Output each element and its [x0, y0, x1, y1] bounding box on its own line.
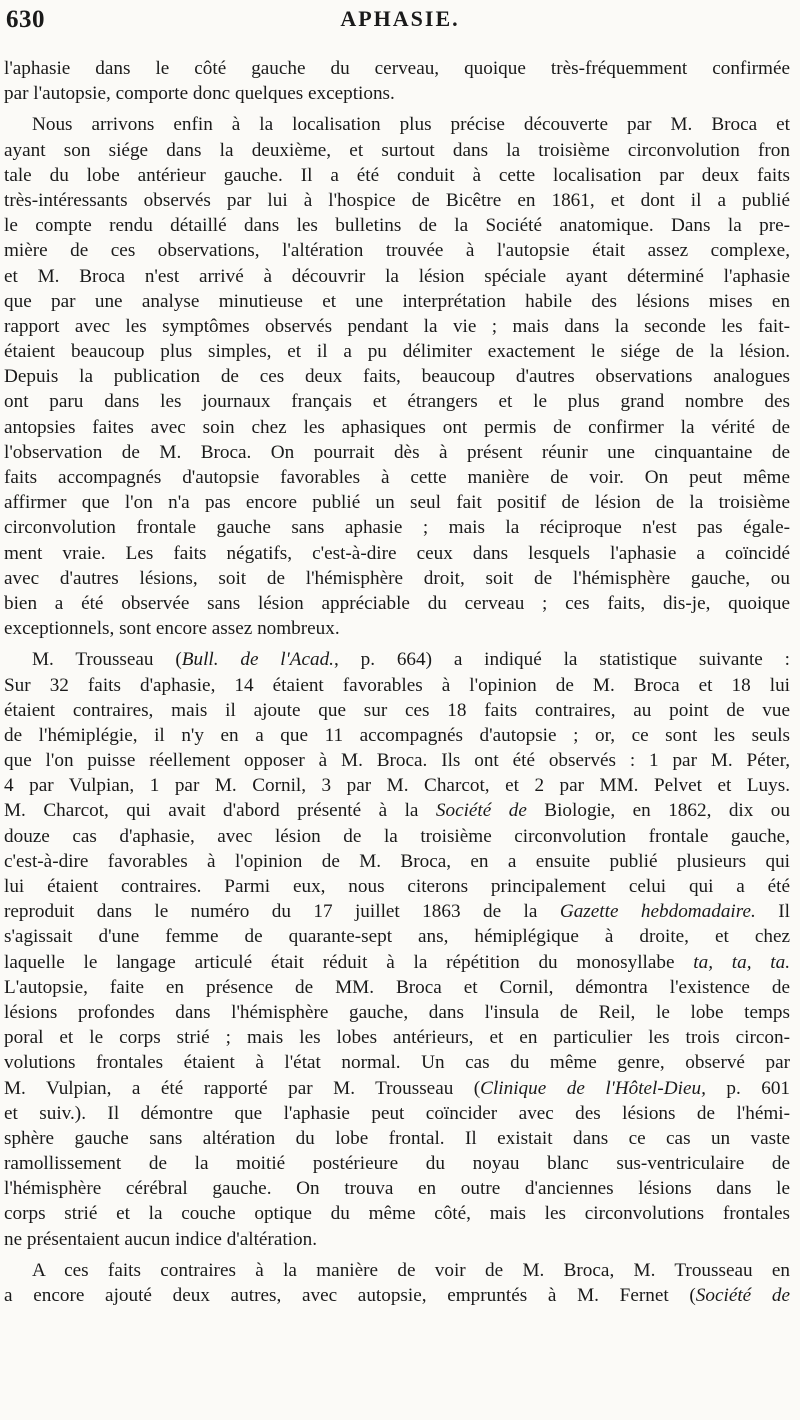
text-line: faits accompagnés d'autopsie favorables à cette manière de voir. On peut même — [4, 467, 790, 488]
text-line: et M. Broca n'est arrivé à découvrir la lésion spéciale ayant déterminé l'aphasie — [4, 265, 790, 287]
text-line: circonvolution frontale gauche sans aphasie ; mais la réciproque n'est pas égale- — [4, 517, 790, 539]
text-line: laquelle le langage articulé était réduit à la répétition du monosyllabe ta, ta, ta. — [4, 951, 790, 973]
text-line: tale du lobe antérieur gauche. Il a été conduit à cette localisation par deux faits — [4, 164, 790, 186]
text-line: mière de ces observations, l'altération trouvée à l'autopsie était assez complexe, — [4, 240, 790, 262]
text-line: sphère gauche sans altération du lobe frontal. Il existait dans ce cas un vaste — [4, 1127, 790, 1149]
text-line: l'hémisphère cérébral gauche. On trouva en outre d'anciennes lésions dans le — [4, 1178, 790, 1200]
text-line: antopsies faites avec soin chez les aphasiques ont permis de confirmer la vérité de — [4, 416, 790, 438]
text-line: lui étaient contraires. Parmi eux, nous citerons principalement celui qui a été — [4, 876, 790, 897]
paragraph — [0, 112, 800, 641]
text-line: a encore ajouté deux autres, avec autopsie, empruntés à M. Fernet (Société de — [4, 1285, 790, 1306]
text-line: ayant son siége dans la deuxième, et surtout dans la troisième circonvolution fron — [4, 139, 790, 161]
paragraph — [0, 56, 800, 106]
text-line: bien a été observée sans lésion appréciable du cerveau ; ces faits, dis-je, quoique — [4, 592, 790, 614]
text-line: lésions profondes dans l'hémisphère gauche, dans l'insula de Reil, le lobe temps — [4, 1001, 790, 1023]
page-number: 630 — [6, 6, 45, 33]
text-line: poral et le corps strié ; mais les lobes antérieurs, et en particulier les trois circon- — [4, 1027, 790, 1049]
paragraph — [0, 1258, 800, 1308]
text-line: L'autopsie, faite en présence de MM. Broca et Cornil, démontra l'existence de — [4, 976, 790, 998]
text-line: M. Charcot, qui avait d'abord présenté à la Société de Biologie, en 1862, dix ou — [4, 800, 790, 822]
paragraph — [0, 647, 800, 1252]
text-line: que l'on puisse réellement opposer à M. Broca. Ils ont été observés : 1 par M. Péter, — [4, 750, 790, 772]
text-line: le compte rendu détaillé dans les bulletins de la Société anatomique. Dans la pre- — [4, 215, 790, 237]
text-line: Sur 32 faits d'aphasie, 14 étaient favorables à l'opinion de M. Broca et 18 lui — [4, 674, 790, 696]
body-text — [0, 56, 800, 1308]
text-line: M. Vulpian, a été rapporté par M. Trousseau (Clinique de l'Hôtel-Dieu, p. 601 — [4, 1077, 790, 1099]
text-line: ne présentaient aucun indice d'altération. — [4, 1228, 317, 1250]
text-line: Depuis la publication de ces deux faits, beaucoup d'autres observations analogues — [4, 366, 790, 388]
text-line: A ces faits contraires à la manière de voir de M. Broca, M. Trousseau en — [32, 1259, 790, 1281]
text-line: avec d'autres lésions, soit de l'hémisphère droit, soit de l'hémisphère gauche, ou — [4, 567, 790, 589]
text-line: c'est-à-dire favorables à l'opinion de M. Broca, en a ensuite publié plusieurs qui — [4, 850, 790, 872]
text-line: par l'autopsie, comporte donc quelques exceptions. — [4, 83, 395, 105]
text-line: étaient contraires, mais il ajoute que sur ces 18 faits contraires, au point de vue — [4, 699, 790, 721]
text-line: 4 par Vulpian, 1 par M. Cornil, 3 par M. Charcot, et 2 par MM. Pelvet et Luys. — [4, 775, 790, 797]
text-line: que par une analyse minutieuse et une interprétation habile des lésions mises en — [4, 290, 790, 312]
text-line: de l'hémiplégie, il n'y en a que 11 accompagnés d'autopsie ; or, ce sont les seuls — [4, 724, 790, 746]
page-header — [0, 4, 800, 44]
text-line: très-intéressants observés par lui à l'hospice de Bicêtre en 1861, et dont il a publié — [4, 189, 790, 211]
text-line: affirmer que l'on n'a pas encore publié un seul fait positif de lésion de la troisième — [4, 492, 790, 514]
running-title: APHASIE. — [340, 6, 460, 31]
text-line: exceptionnels, sont encore assez nombreux. — [4, 618, 340, 640]
text-line: volutions frontales étaient à l'état normal. Un cas du même genre, observé par — [4, 1052, 790, 1074]
text-line: s'agissait d'une femme de quarante-sept ans, hémiplégique à droite, et chez — [4, 926, 790, 948]
text-line: ont paru dans les journaux français et étrangers et le plus grand nombre des — [4, 391, 790, 413]
text-line: corps strié et la couche optique du même côté, mais les circonvolutions frontales — [4, 1203, 790, 1225]
text-line: Nous arrivons enfin à la localisation plus précise découverte par M. Broca et — [32, 114, 790, 136]
text-line: ment vraie. Les faits négatifs, c'est-à-dire ceux dans lesquels l'aphasie a coïncidé — [4, 542, 790, 564]
text-line: ramollissement de la moitié postérieure du noyau blanc sus-ventriculaire de — [4, 1153, 790, 1175]
text-line: étaient beaucoup plus simples, et il a pu délimiter exactement le siége de la lésion. — [4, 341, 790, 363]
text-line: rapport avec les symptômes observés pendant la vie ; mais dans la seconde les fait- — [4, 315, 790, 337]
text-line: l'aphasie dans le côté gauche du cerveau, quoique très-fréquemment confirmée — [4, 58, 790, 79]
text-line: M. Trousseau (Bull. de l'Acad., p. 664) a indiqué la statistique suivante : — [32, 649, 790, 671]
text-line: l'observation de M. Broca. On pourrait dès à présent réunir une cinquantaine de — [4, 441, 790, 463]
text-line: reproduit dans le numéro du 17 juillet 1863 de la Gazette hebdomadaire. Il — [4, 901, 790, 923]
text-line: et suiv.). Il démontre que l'aphasie peut coïncider avec des lésions de l'hémi- — [4, 1102, 790, 1124]
text-line: douze cas d'aphasie, avec lésion de la troisième circonvolution frontale gauche, — [4, 825, 790, 847]
